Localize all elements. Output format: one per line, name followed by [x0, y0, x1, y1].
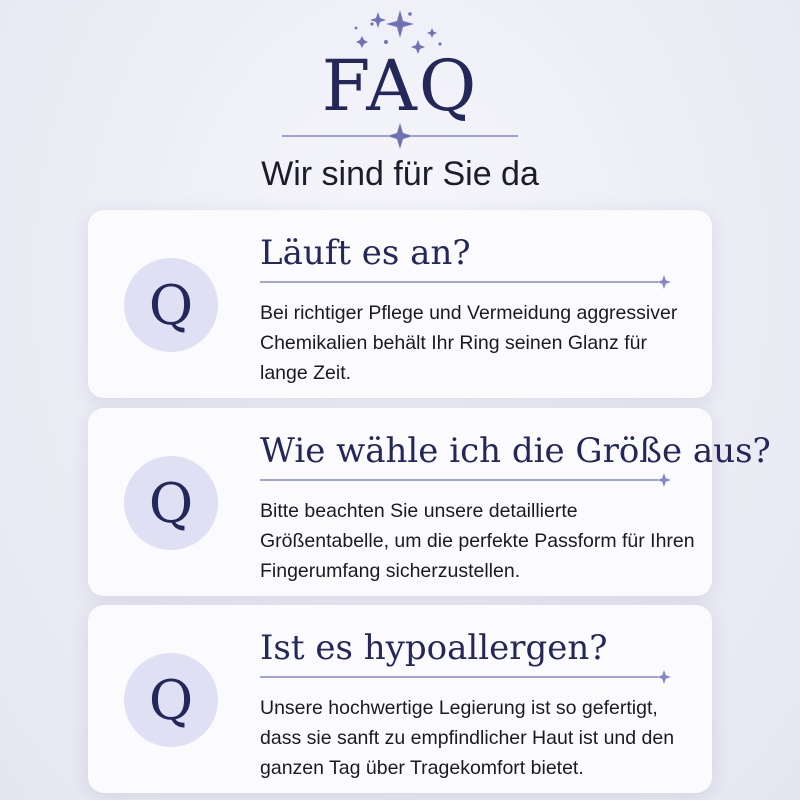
sparkle-dot: [370, 22, 373, 25]
faq-answer: Bitte beachten Sie unsere detaillierte Größentabelle, um die perfekte Passform für Ihren Fingerumfang sicherzustellen.: [260, 500, 695, 582]
faq-card: [88, 408, 771, 596]
page-title: FAQ: [321, 45, 479, 127]
q-badge: Q: [124, 456, 218, 550]
question-divider: [260, 473, 672, 487]
faq-question: Ist es hypoallergen?: [260, 628, 608, 668]
faq-card: [88, 210, 712, 398]
faq-answer: Bei richtiger Pflege und Vermeidung aggressiver Chemikalien behält Ihr Ring seinen Glanz für lange Zeit.: [260, 302, 678, 384]
sparkle-dot: [408, 12, 412, 16]
sparkle-icon: [370, 12, 386, 28]
faq-card: [88, 605, 712, 793]
sparkle-icon: [657, 473, 671, 487]
sparkle-icon: [427, 28, 437, 38]
page-subtitle: Wir sind für Sie da: [261, 155, 539, 193]
sparkle-dot: [355, 27, 358, 30]
question-divider: [260, 275, 672, 289]
faq-answer: Unsere hochwertige Legierung ist so gefertigt, dass sie sanft zu empfindlicher Haut ist und den ganzen Tag über Tragekomfort bietet.: [260, 697, 675, 779]
sparkle-icon: [657, 275, 671, 289]
q-badge: Q: [124, 258, 218, 352]
q-badge: Q: [124, 653, 218, 747]
faq-question: Wie wähle ich die Größe aus?: [260, 431, 771, 471]
question-divider: [260, 670, 672, 684]
sparkle-dot: [384, 40, 388, 44]
sparkle-icon: [657, 670, 671, 684]
faq-question: Läuft es an?: [260, 233, 471, 273]
